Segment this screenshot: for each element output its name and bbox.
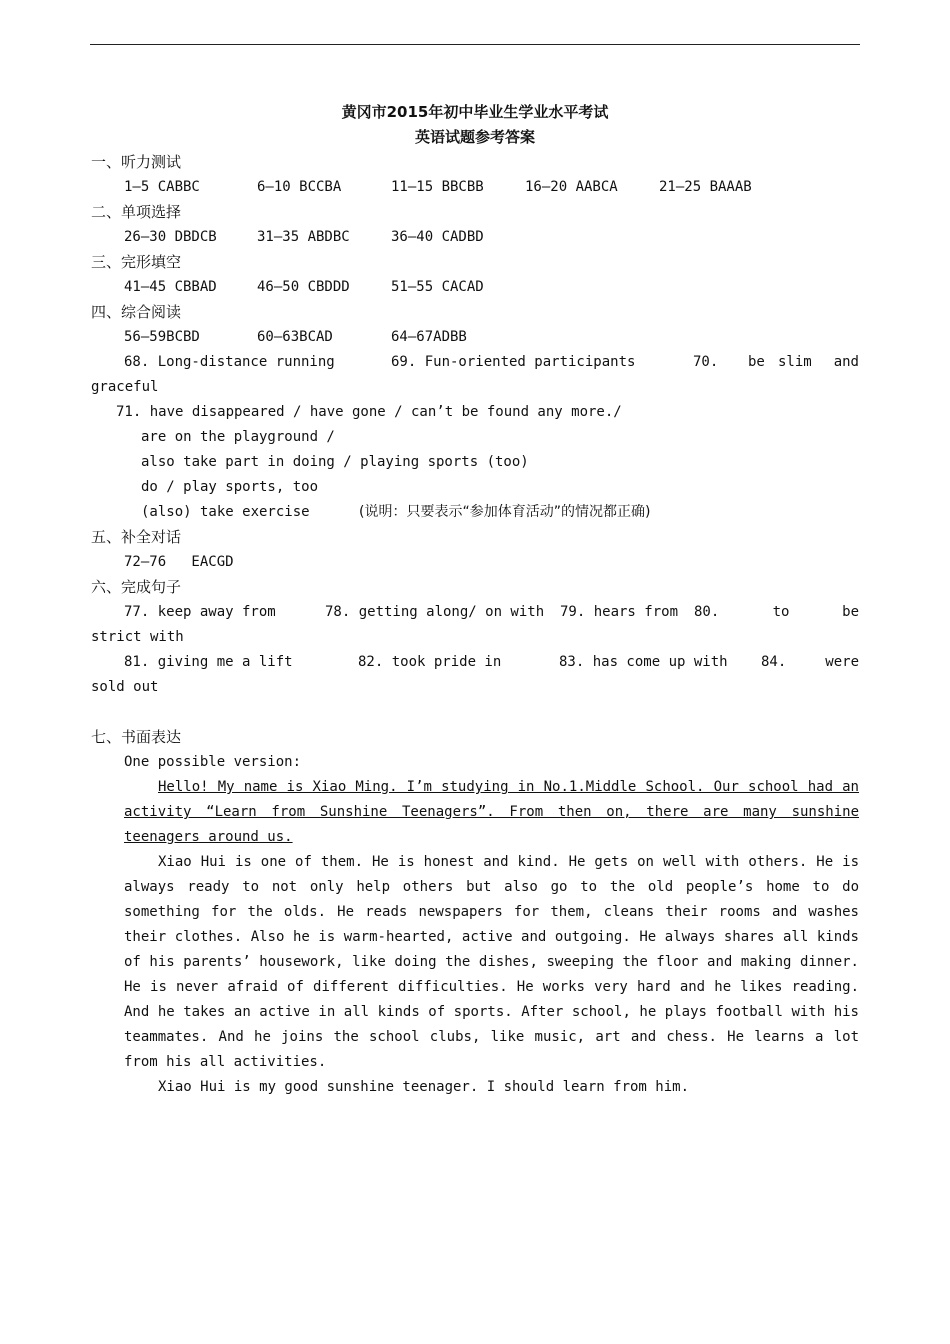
answer-group: 1—5 CABBC (124, 179, 200, 195)
section-dialogue: 五、补全对话 (91, 528, 182, 546)
answer-70-word: and (833, 354, 859, 370)
answer-77: 77. keep away from (124, 604, 276, 620)
section-cloze: 三、完形填空 (91, 253, 182, 271)
answer-71-line4: do / play sports, too (141, 479, 319, 495)
answer-71-line3: also take part in doing / playing sports (too) (141, 454, 529, 470)
answer-84-label: 84. (761, 654, 787, 670)
header-rule (90, 44, 860, 45)
answer-group: 11—15 BBCBB (391, 179, 484, 195)
listening-answers (91, 175, 859, 200)
essay-intro: One possible version: (124, 754, 302, 770)
answer-group: 41—45 CBBAD (124, 279, 217, 295)
essay (91, 775, 859, 1100)
essay-paragraph-3: Xiao Hui is my good sunshine teenager. I should learn from him. (158, 1079, 690, 1095)
answer-84-continuation: sold out (91, 679, 159, 695)
answer-82: 82. took pride in (358, 654, 502, 670)
answer-80-label: 80. (694, 604, 720, 620)
essay-paragraph-1 (124, 775, 859, 850)
sentences-row-2 (91, 650, 859, 675)
answer-group: 6—10 BCCBA (257, 179, 342, 195)
answer-71-note: (说明：只要表示“参加体育活动”的情况都正确) (359, 504, 651, 520)
answer-group: 26—30 DBDCB (124, 229, 217, 245)
cloze-answers (91, 275, 859, 300)
answer-group: 21—25 BAAAB (659, 179, 752, 195)
section-listening: 一、听力测试 (91, 153, 182, 171)
answer-group: 60—63BCAD (257, 329, 333, 345)
section-writing: 七、书面表达 (91, 728, 182, 746)
answer-70-word: slim (778, 354, 812, 370)
answer-70-continuation: graceful (91, 379, 159, 395)
answer-71-line5 (91, 500, 859, 525)
answer-group: 16—20 AABCA (525, 179, 618, 195)
answer-81: 81. giving me a lift (124, 654, 293, 670)
page-title: 黄冈市2015年初中毕业生学业水平考试 (341, 103, 609, 121)
essay-paragraph-2: Xiao Hui is one of them. He is honest and kind. He gets on well with others. He is always ready to not only help others but also go to the old people’s home to do something for the olds. He reads newspapers for them, cleans their rooms and washes their clothes. Also he is warm-hearted, active and outgoing. He always shares all kinds of his parents’ housework, like doing the dishes, sweeping the floor and making dinner. He is never afraid of different difficulties. He works very hard and he likes reading. And he takes an active in all kinds of sports. After school, he plays football with his teammates. And he joins the school clubs, like music, art and chess. He learns a lot from his all activities. (124, 854, 859, 1070)
sentences-row-1 (91, 600, 859, 625)
answer-group: 51—55 CACAD (391, 279, 484, 295)
answer-group: 46—50 CBDDD (257, 279, 350, 295)
answer-78: 78. getting along/ on with (325, 604, 545, 620)
answer-70-label: 70. (693, 354, 719, 370)
single-choice-answers (91, 225, 859, 250)
answer-80-continuation: strict with (91, 629, 184, 645)
dialogue-answers: 72—76 EACGD (124, 554, 234, 570)
section-single-choice: 二、单项选择 (91, 203, 182, 221)
reading-answers (91, 325, 859, 350)
reading-68-70 (91, 350, 859, 375)
answer-84-word: were (825, 654, 859, 670)
answer-79: 79. hears from (560, 604, 679, 620)
answer-71-line1: 71. have disappeared / have gone / can’t be found any more./ (116, 404, 622, 420)
section-reading: 四、综合阅读 (91, 303, 182, 321)
spacer (91, 700, 859, 725)
answer-70-word: be (748, 354, 765, 370)
answer-group: 36—40 CADBD (391, 229, 484, 245)
answer-group: 64—67ADBB (391, 329, 467, 345)
answer-key (91, 100, 859, 1100)
answer-80-word: be (842, 604, 859, 620)
answer-68: 68. Long-distance running (124, 354, 335, 370)
answer-71-option: (also) take exercise (141, 504, 310, 520)
page-subtitle: 英语试题参考答案 (414, 128, 535, 146)
answer-group: 56—59BCBD (124, 329, 200, 345)
section-sentences: 六、完成句子 (91, 578, 182, 596)
answer-69: 69. Fun-oriented participants (391, 354, 636, 370)
essay-p1-start: Hello! My nam (158, 779, 269, 795)
answer-71-line2: are on the playground / (141, 429, 335, 445)
answer-group: 31—35 ABDBC (257, 229, 350, 245)
answer-83: 83. has come up with (559, 654, 728, 670)
essay-p1-rest: e is Xiao Ming. I’m studying in No.1.Middle School. Our school had an activity “Learn from Sunshine Teenagers”. From then on, there are many sunshine teenagers around us. (124, 779, 859, 845)
answer-80-word: to (772, 604, 790, 620)
